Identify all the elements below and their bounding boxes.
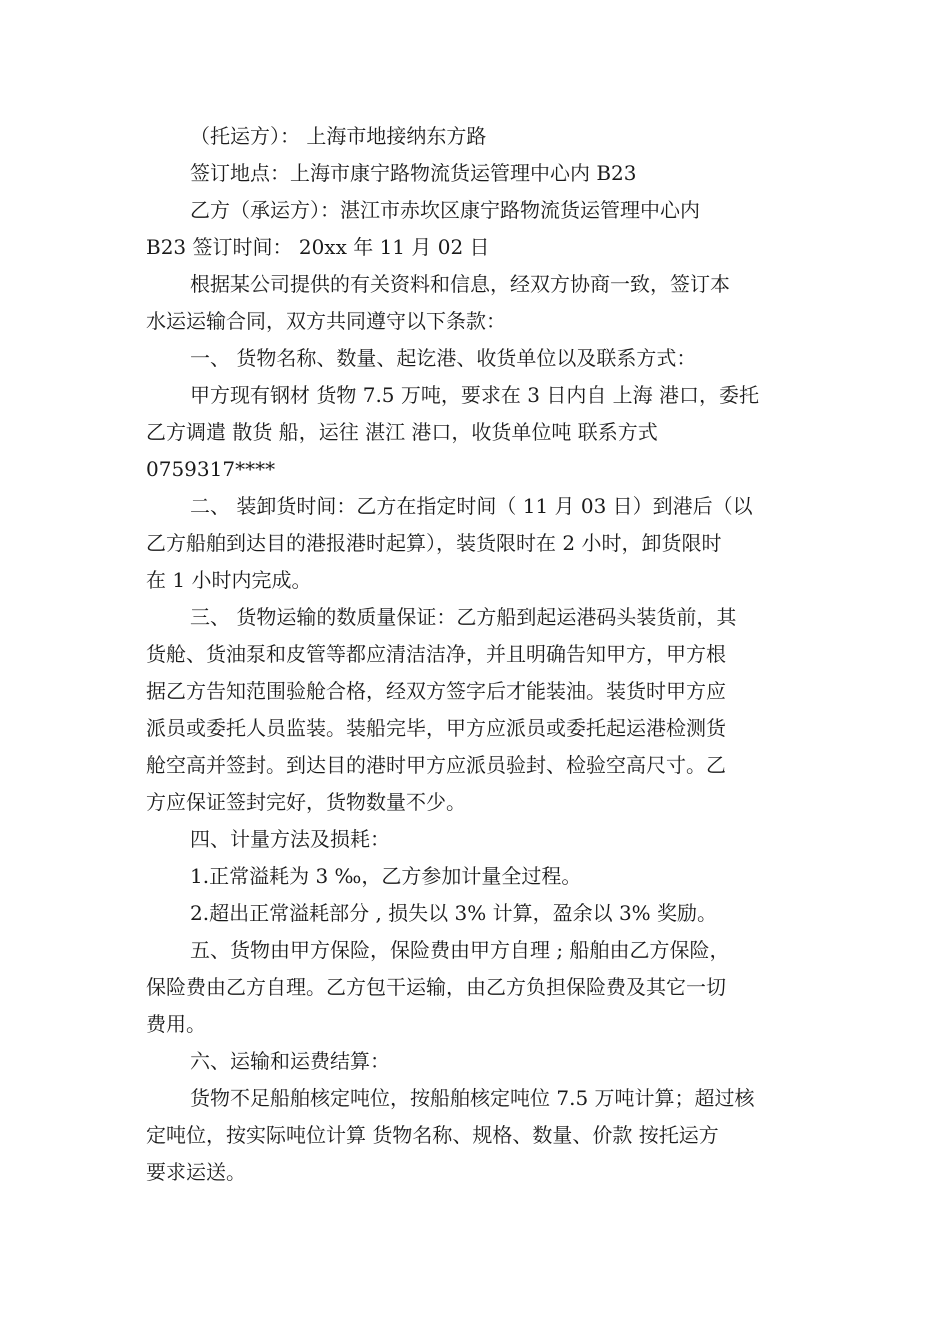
text-line: B23 签订时间： 20xx 年 11 月 02 日 <box>146 235 490 259</box>
text-line: 1.正常溢耗为 3 ‰，乙方参加计量全过程。 <box>190 864 582 888</box>
text-line: 2.超出正常溢耗部分 , 损失以 3% 计算，盈余以 3% 奖励。 <box>190 901 718 925</box>
text-line: 方应保证签封完好，货物数量不少。 <box>146 790 466 814</box>
text-line: 签订地点：上海市康宁路物流货运管理中心内 B23 <box>190 161 637 185</box>
text-line: 货物不足船舶核定吨位，按船舶核定吨位 7.5 万吨计算；超过核 <box>190 1086 755 1110</box>
text-line: 乙方（承运方）：湛江市赤坎区康宁路物流货运管理中心内 <box>190 198 700 222</box>
text-line: 派员或委托人员监装。装船完毕，甲方应派员或委托起运港检测货 <box>146 716 726 740</box>
text-line: 乙方调遣 散货 船，运往 湛江 港口，收货单位吨 联系方式 <box>146 420 658 444</box>
text-line: 定吨位，按实际吨位计算 货物名称、规格、数量、价款 按托运方 <box>146 1123 719 1147</box>
text-line: 四、计量方法及损耗： <box>190 827 390 851</box>
text-line: 货舱、货油泵和皮管等都应清洁洁净，并且明确告知甲方，甲方根 <box>146 642 726 666</box>
text-line: 水运运输合同，双方共同遵守以下条款： <box>146 309 506 333</box>
text-line: 五、货物由甲方保险，保险费由甲方自理 ; 船舶由乙方保险， <box>190 938 730 962</box>
text-line: 费用。 <box>146 1012 206 1036</box>
text-line: 在 1 小时内完成。 <box>146 568 312 592</box>
text-line: 三、 货物运输的数质量保证：乙方船到起运港码头装货前，其 <box>190 605 737 629</box>
text-line: 六、运输和运费结算： <box>190 1049 390 1073</box>
text-line: 一、 货物名称、数量、起讫港、收货单位以及联系方式： <box>190 346 697 370</box>
text-line: 乙方船舶到达目的港报港时起算），装货限时在 2 小时，卸货限时 <box>146 531 722 555</box>
text-line: 根据某公司提供的有关资料和信息，经双方协商一致，签订本 <box>190 272 730 296</box>
text-line: 0759317**** <box>146 457 276 481</box>
text-line: （托运方）： 上海市地接纳东方路 <box>190 124 487 148</box>
text-line: 据乙方告知范围验舱合格，经双方签字后才能装油。装货时甲方应 <box>146 679 726 703</box>
text-line: 甲方现有钢材 货物 7.5 万吨，要求在 3 日内自 上海 港口，委托 <box>190 383 760 407</box>
text-line: 舱空高并签封。到达目的港时甲方应派员验封、检验空高尺寸。乙 <box>146 753 726 777</box>
text-line: 二、 装卸货时间：乙方在指定时间（ 11 月 03 日）到港后（以 <box>190 494 753 518</box>
text-line: 要求运送。 <box>146 1160 246 1184</box>
text-line: 保险费由乙方自理。乙方包干运输，由乙方负担保险费及其它一切 <box>146 975 726 999</box>
document-body <box>146 118 808 1191</box>
